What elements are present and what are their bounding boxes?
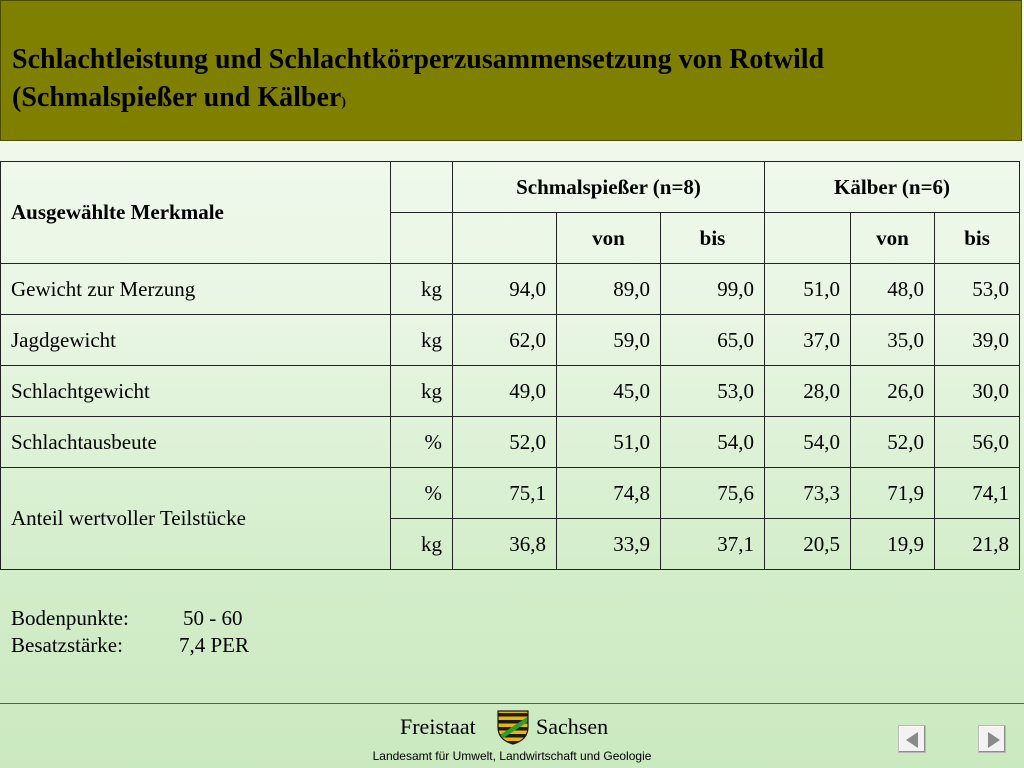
cell-g2-bis: 74,1 <box>935 468 1020 519</box>
besatzstaerke-value: 7,4 PER <box>179 633 250 657</box>
row-label: Jagdgewicht <box>1 315 391 366</box>
row-unit: % <box>391 417 453 468</box>
info-row-bodenpunkte <box>11 605 249 632</box>
bodenpunkte-label: Bodenpunkte: <box>11 606 129 630</box>
cell-g1-bis: 99,0 <box>661 264 765 315</box>
cell-g2-von: 71,9 <box>851 468 935 519</box>
info-block <box>11 605 249 659</box>
bodenpunkte-value: 50 - 60 <box>183 606 243 630</box>
cell-g2-von: 35,0 <box>851 315 935 366</box>
arrow-right-icon <box>979 726 1007 754</box>
header-von-1: von <box>557 213 661 264</box>
previous-slide-button[interactable] <box>898 725 926 753</box>
cell-g1-bis: 65,0 <box>661 315 765 366</box>
data-table <box>0 161 1020 570</box>
cell-g1-von: 45,0 <box>557 366 661 417</box>
cell-g2-mean: 28,0 <box>765 366 851 417</box>
arrow-left-icon <box>899 726 927 754</box>
row-unit: kg <box>391 366 453 417</box>
info-row-besatzstaerke <box>11 632 249 659</box>
footer-divider <box>0 703 1024 704</box>
cell-g1-mean: 94,0 <box>453 264 557 315</box>
cell-g1-bis: 54,0 <box>661 417 765 468</box>
slide-title <box>12 41 824 122</box>
cell-g1-mean: 75,1 <box>453 468 557 519</box>
cell-g1-mean: 62,0 <box>453 315 557 366</box>
row-unit: kg <box>391 315 453 366</box>
row-label: Schlachtausbeute <box>1 417 391 468</box>
table-row <box>1 366 1020 417</box>
cell-g2-bis: 21,8 <box>935 519 1020 570</box>
row-unit: % <box>391 468 453 519</box>
title-line-2 <box>12 79 824 122</box>
header-feature-label: Ausgewählte Merkmale <box>1 162 391 264</box>
cell-g1-mean: 49,0 <box>453 366 557 417</box>
header-von-2: von <box>851 213 935 264</box>
cell-g2-bis: 30,0 <box>935 366 1020 417</box>
cell-g1-von: 33,9 <box>557 519 661 570</box>
cell-g2-mean: 51,0 <box>765 264 851 315</box>
row-label: Gewicht zur Merzung <box>1 264 391 315</box>
header-empty-unit <box>391 162 453 213</box>
brand-sachsen: Sachsen <box>536 714 609 739</box>
table-header-row-1 <box>1 162 1020 213</box>
cell-g2-bis: 56,0 <box>935 417 1020 468</box>
row-unit: kg <box>391 519 453 570</box>
next-slide-button[interactable] <box>978 725 1006 753</box>
cell-g2-mean: 20,5 <box>765 519 851 570</box>
title-line-1: Schlachtleistung und Schlachtkörperzusammensetzung von Rotwild <box>12 44 825 75</box>
cell-g2-mean: 37,0 <box>765 315 851 366</box>
title-bar <box>0 0 1022 141</box>
cell-g2-bis: 53,0 <box>935 264 1020 315</box>
header-empty-mean-1 <box>453 213 557 264</box>
table-row <box>1 264 1020 315</box>
header-bis-1: bis <box>661 213 765 264</box>
title-line-2-paren: ) <box>341 95 346 110</box>
besatzstaerke-label: Besatzstärke: <box>11 633 123 657</box>
header-group-schmalspiesser: Schmalspießer (n=8) <box>453 162 765 213</box>
cell-g1-von: 74,8 <box>557 468 661 519</box>
cell-g2-mean: 73,3 <box>765 468 851 519</box>
table-row <box>1 468 1020 519</box>
cell-g1-von: 59,0 <box>557 315 661 366</box>
title-line-2-text: (Schmalspießer und Kälber <box>12 82 342 113</box>
cell-g1-von: 51,0 <box>557 417 661 468</box>
brand-freistaat: Freistaat <box>400 714 476 739</box>
cell-g1-mean: 52,0 <box>453 417 557 468</box>
header-empty-mean-2 <box>765 213 851 264</box>
table-row <box>1 417 1020 468</box>
header-bis-2: bis <box>935 213 1020 264</box>
cell-g2-von: 19,9 <box>851 519 935 570</box>
saxony-crest-icon <box>496 709 530 745</box>
table-row <box>1 315 1020 366</box>
cell-g2-mean: 54,0 <box>765 417 851 468</box>
cell-g1-mean: 36,8 <box>453 519 557 570</box>
cell-g1-von: 89,0 <box>557 264 661 315</box>
header-group-kaelber: Kälber (n=6) <box>765 162 1020 213</box>
header-empty-unit-2 <box>391 213 453 264</box>
cell-g1-bis: 53,0 <box>661 366 765 417</box>
cell-g1-bis: 75,6 <box>661 468 765 519</box>
row-label: Schlachtgewicht <box>1 366 391 417</box>
row-label: Anteil wertvoller Teilstücke <box>1 468 391 570</box>
cell-g2-von: 52,0 <box>851 417 935 468</box>
cell-g2-von: 48,0 <box>851 264 935 315</box>
cell-g2-von: 26,0 <box>851 366 935 417</box>
row-unit: kg <box>391 264 453 315</box>
cell-g1-bis: 37,1 <box>661 519 765 570</box>
cell-g2-bis: 39,0 <box>935 315 1020 366</box>
footer-subtitle: Landesamt für Umwelt, Landwirtschaft und Geologie <box>372 749 652 763</box>
